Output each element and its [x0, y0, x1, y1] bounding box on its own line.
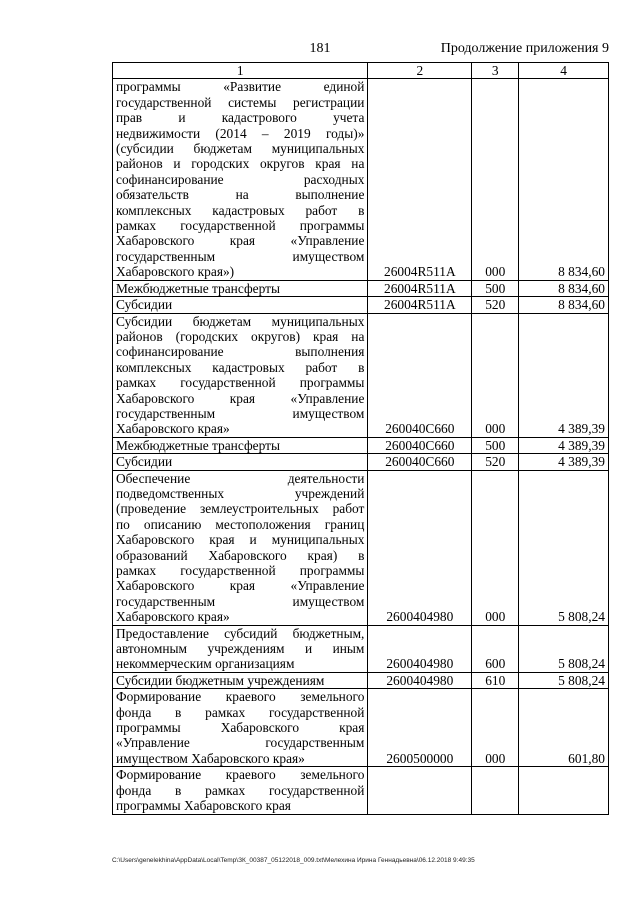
amount: 5 808,24	[519, 625, 609, 672]
target-article-code: 2600404980	[368, 672, 472, 688]
description-line: подведомственных учреждений	[116, 485, 365, 501]
description-line: рамках государственной программы	[116, 563, 365, 578]
description-line: образований Хабаровского края) в	[116, 547, 365, 563]
amount	[519, 767, 609, 814]
description-line: Формирование краевого земельного	[116, 689, 365, 705]
target-article-code: 2600404980	[368, 625, 472, 672]
description-line: Субсидии бюджетам муниципальных	[116, 313, 365, 329]
target-article-code: 260040С660	[368, 437, 472, 453]
description-line: (проведение землеустроительных работ	[116, 501, 365, 517]
row-description	[113, 454, 368, 470]
row-description	[113, 689, 368, 767]
description-line: комплексных кадастровых работ в	[116, 202, 365, 218]
row-description	[113, 672, 368, 688]
description-line: Хабаровского края»	[116, 609, 230, 625]
target-article-code: 2600500000	[368, 689, 472, 767]
expense-type-code: 500	[472, 437, 519, 453]
description-line: фонда в рамках государственной	[116, 782, 365, 798]
amount: 4 389,39	[519, 454, 609, 470]
target-article-code: 26004R511A	[368, 297, 472, 313]
table-row	[113, 437, 609, 453]
description-line: районов (городских округов) края на	[116, 328, 365, 344]
amount: 5 808,24	[519, 672, 609, 688]
description-line: государственным имуществом	[116, 405, 365, 421]
table-header-row	[113, 63, 609, 79]
amount: 601,80	[519, 689, 609, 767]
description-line: районов и городских округов края на	[116, 156, 365, 172]
expense-type-code: 000	[472, 313, 519, 437]
description-line: автономным учреждениям и иным	[116, 641, 365, 657]
amount: 8 834,60	[519, 280, 609, 296]
target-article-code: 260040С660	[368, 313, 472, 437]
expense-type-code	[472, 767, 519, 814]
column-header: 4	[519, 63, 609, 79]
description-line: софинансирование расходных	[116, 171, 365, 187]
table-row	[113, 672, 609, 688]
budget-table	[112, 62, 609, 815]
description-line: некоммерческим организациям	[116, 656, 295, 672]
expense-type-code: 610	[472, 672, 519, 688]
table-row	[113, 470, 609, 625]
row-description	[113, 437, 368, 453]
amount: 5 808,24	[519, 470, 609, 625]
column-header: 2	[368, 63, 472, 79]
description-line: Межбюджетные трансферты	[116, 280, 280, 296]
target-article-code	[368, 767, 472, 814]
description-line: Предоставление субсидий бюджетным,	[116, 625, 365, 641]
target-article-code: 26004R511A	[368, 79, 472, 280]
description-line: Субсидии	[116, 297, 173, 313]
description-line: государственным имуществом	[116, 248, 365, 264]
table-row	[113, 313, 609, 437]
row-description	[113, 470, 368, 625]
description-line: Формирование краевого земельного	[116, 767, 365, 783]
description-line: государственной системы регистрации	[116, 94, 365, 110]
target-article-code: 26004R511A	[368, 280, 472, 296]
description-line: обязательств на выполнение	[116, 187, 365, 203]
description-line: рамках государственной программы	[116, 375, 365, 391]
description-line: Субсидии бюджетным учреждениям	[116, 672, 325, 688]
description-line: фонда в рамках государственной	[116, 704, 365, 720]
expense-type-code: 520	[472, 454, 519, 470]
target-article-code: 2600404980	[368, 470, 472, 625]
row-description	[113, 280, 368, 296]
file-path-footer: C:\Users\genelekhina\AppData\Local\Temp\ЗК_00387_05122018_009.txt\Мелехина Ирина Геннадьевна\06.12.2018 9:49:35	[112, 857, 475, 864]
amount: 8 834,60	[519, 297, 609, 313]
description-line: Хабаровского края «Управление	[116, 233, 365, 249]
expense-type-code: 520	[472, 297, 519, 313]
expense-type-code: 000	[472, 689, 519, 767]
row-description	[113, 625, 368, 672]
description-line: по описанию местоположения границ	[116, 516, 365, 532]
description-line: программы Хабаровского края	[116, 720, 365, 736]
table-row	[113, 79, 609, 280]
description-line: Межбюджетные трансферты	[116, 437, 280, 453]
row-description	[113, 297, 368, 313]
table-row	[113, 625, 609, 672]
amount: 4 389,39	[519, 437, 609, 453]
table-row	[113, 280, 609, 296]
description-line: Хабаровского края»)	[116, 264, 235, 280]
description-line: имуществом Хабаровского края»	[116, 750, 305, 766]
description-line: программы «Развитие единой	[116, 79, 365, 95]
expense-type-code: 500	[472, 280, 519, 296]
description-line: (субсидии бюджетам муниципальных	[116, 141, 365, 157]
row-description	[113, 767, 368, 814]
description-line: комплексных кадастровых работ в	[116, 359, 365, 375]
table-row	[113, 767, 609, 814]
description-line: недвижимости (2014 – 2019 годы)»	[116, 125, 365, 141]
description-line: прав и кадастрового учета	[116, 110, 365, 126]
column-header: 3	[472, 63, 519, 79]
expense-type-code: 000	[472, 470, 519, 625]
amount: 8 834,60	[519, 79, 609, 280]
expense-type-code: 000	[472, 79, 519, 280]
column-header: 1	[113, 63, 368, 79]
table-row	[113, 297, 609, 313]
description-line: программы Хабаровского края	[116, 798, 291, 814]
target-article-code: 260040С660	[368, 454, 472, 470]
description-line: «Управление государственным	[116, 735, 365, 751]
description-line: Субсидии	[116, 454, 173, 470]
row-description	[113, 313, 368, 437]
description-line: Обеспечение деятельности	[116, 470, 365, 486]
table-row	[113, 454, 609, 470]
amount: 4 389,39	[519, 313, 609, 437]
description-line: государственным имуществом	[116, 593, 365, 609]
page-number: 181	[309, 41, 331, 56]
appendix-continuation-label: Продолжение приложения 9	[440, 41, 609, 56]
description-line: Хабаровского края и муниципальных	[116, 532, 365, 548]
row-description	[113, 79, 368, 280]
table-row	[113, 689, 609, 767]
description-line: софинансирование выполнения	[116, 344, 365, 360]
description-line: рамках государственной программы	[116, 218, 365, 234]
description-line: Хабаровского края «Управление	[116, 390, 365, 406]
description-line: Хабаровского края «Управление	[116, 578, 365, 594]
expense-type-code: 600	[472, 625, 519, 672]
description-line: Хабаровского края»	[116, 421, 230, 437]
